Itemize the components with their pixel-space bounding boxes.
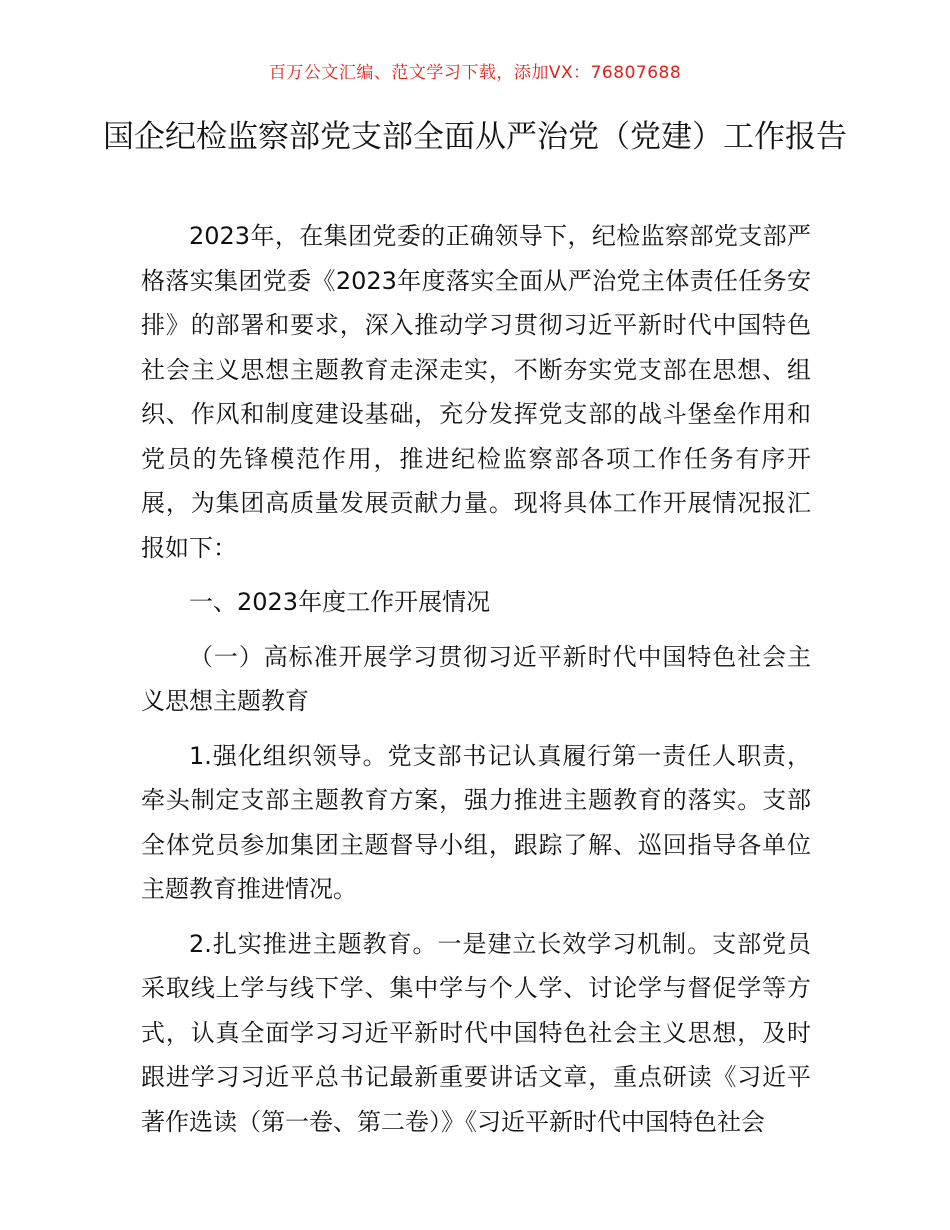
paragraph-item-1: 1.强化组织领导。党支部书记认真履行第一责任人职责，牵头制定支部主题教育方案，强力推进主题教育的落实。支部全体党员参加集团主题督导小组，跟踪了解、巡回指导各单位主题教育推进情况。	[141, 741, 811, 903]
header-promo-note: 百万公文汇编、范文学习下载，添加VX：76807688	[268, 63, 682, 83]
paragraph-intro: 2023年，在集团党委的正确领导下，纪检监察部党支部严格落实集团党委《2023年度落实全面从严治党主体责任任务安排》的部署和要求，深入推动学习贯彻习近平新时代中国特色社会主义思想主题教育走深走实，不断夯实党支部在思想、组织、作风和制度建设基础，充分发挥党支部的战斗堡垒作用和党员的先锋模范作用，推进纪检监察部各项工作任务有序开展，为集团高质量发展贡献力量。现将具体工作开展情况报汇报如下：	[141, 222, 811, 562]
subsection-heading: （一）高标准开展学习贯彻习近平新时代中国特色社会主义思想主题教育	[141, 642, 811, 715]
document-title: 国企纪检监察部党支部全面从严治党（党建）工作报告	[103, 119, 847, 155]
paragraph-item-2: 2.扎实推进主题教育。一是建立长效学习机制。支部党员采取线上学与线下学、集中学与个人学、讨论学与督促学等方式，认真全面学习习近平新时代中国特色社会主义思想，及时跟进学习习近平总书记最新重要讲话文章，重点研读《习近平著作选读（第一卷、第二卷）》《习近平新时代中国特色社会	[141, 929, 811, 1136]
section-heading: 一、2023年度工作开展情况	[189, 588, 491, 616]
document-body	[141, 214, 811, 1144]
